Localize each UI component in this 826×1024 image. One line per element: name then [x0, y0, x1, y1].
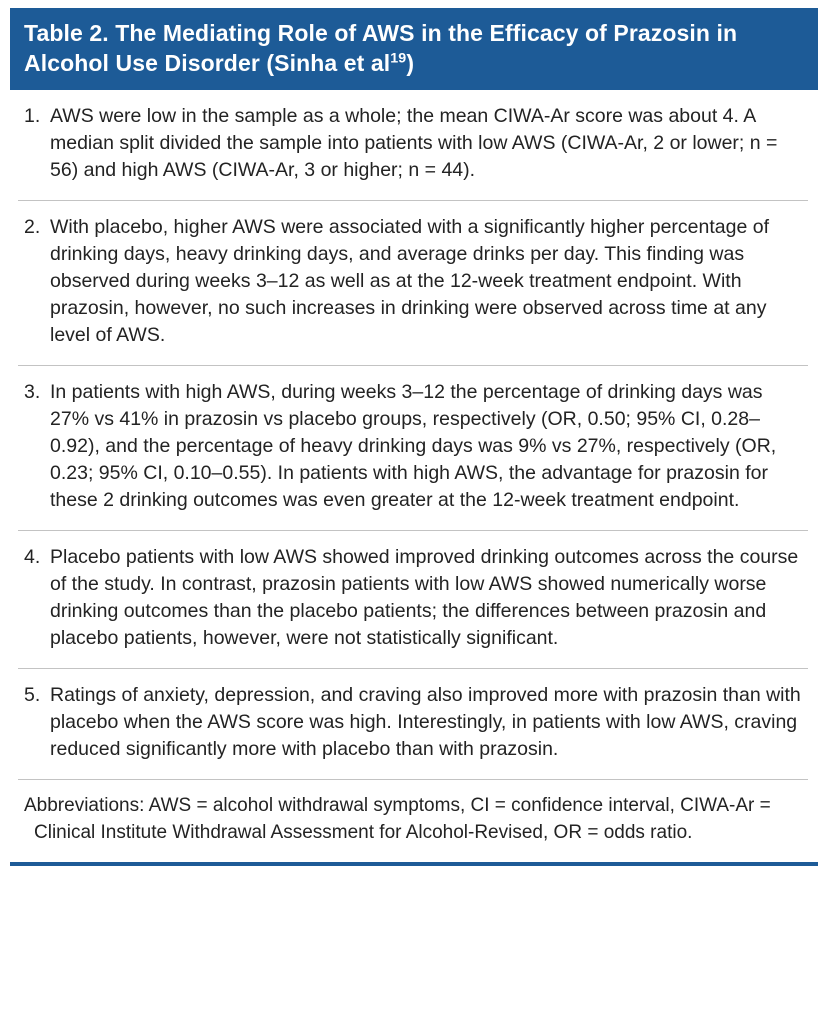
table-title-text: Table 2. The Mediating Role of AWS in the Efficacy of Prazosin in Alcohol Use Disorder (Sinha et al	[24, 20, 738, 76]
table-row-2	[18, 201, 808, 366]
table-row-1	[18, 90, 808, 201]
table-row-3	[18, 366, 808, 531]
item-text: AWS were low in the sample as a whole; the mean CIWA-Ar score was about 4. A median split divided the sample into patients with low AWS (CIWA-Ar, 2 or lower; n = 56) and high AWS (CIWA-Ar, 3 or higher; n = 44).	[50, 105, 778, 181]
item-number: 2.	[24, 216, 41, 238]
item-text: In patients with high AWS, during weeks 3–12 the percentage of drinking days was 27% vs 41% in prazosin vs placebo groups, respectively (OR, 0.50; 95% CI, 0.28–0.92), and the percentage of heavy drinking days was 9% vs 27%, respectively (OR, 0.23; 95% CI, 0.10–0.55). In patients with high AWS, the advantage for prazosin for these 2 drinking outcomes was even greater at the 12-week treatment endpoint.	[50, 381, 777, 511]
table2-card	[10, 8, 818, 866]
table-title	[24, 18, 754, 78]
abbreviations-text: Abbreviations: AWS = alcohol withdrawal symptoms, CI = confidence interval, CIWA-Ar = Clinical Institute Withdrawal Assessment for Alcohol-Revised, OR = odds ratio.	[24, 795, 771, 843]
table-title-close-paren: )	[406, 50, 415, 76]
table-title-superscript: 19	[390, 50, 407, 67]
item-text: With placebo, higher AWS were associated with a significantly higher percentage of drinking days, heavy drinking days, and average drinks per day. This finding was observed during weeks 3–12 as well as at the 12-week treatment endpoint. With prazosin, however, no such increases in drinking were observed across time at any level of AWS.	[50, 216, 769, 346]
table-row-5	[18, 669, 808, 780]
item-number: 4.	[24, 546, 41, 568]
item-text: Placebo patients with low AWS showed improved drinking outcomes across the course of the study. In contrast, prazosin patients with low AWS showed numerically worse drinking outcomes than the placebo patients; the differences between prazosin and placebo patients, however, were not statistically significant.	[50, 546, 799, 649]
item-number: 1.	[24, 105, 41, 127]
bottom-rule	[10, 862, 818, 866]
table-header	[10, 8, 818, 90]
item-number: 5.	[24, 684, 41, 706]
table-body	[10, 90, 818, 860]
item-text: Ratings of anxiety, depression, and craving also improved more with prazosin than with placebo when the AWS score was high. Interestingly, in patients with low AWS, craving reduced significantly more with placebo than with prazosin.	[50, 684, 801, 760]
item-number: 3.	[24, 381, 41, 403]
table-row-4	[18, 531, 808, 669]
abbreviations-note	[18, 780, 808, 860]
